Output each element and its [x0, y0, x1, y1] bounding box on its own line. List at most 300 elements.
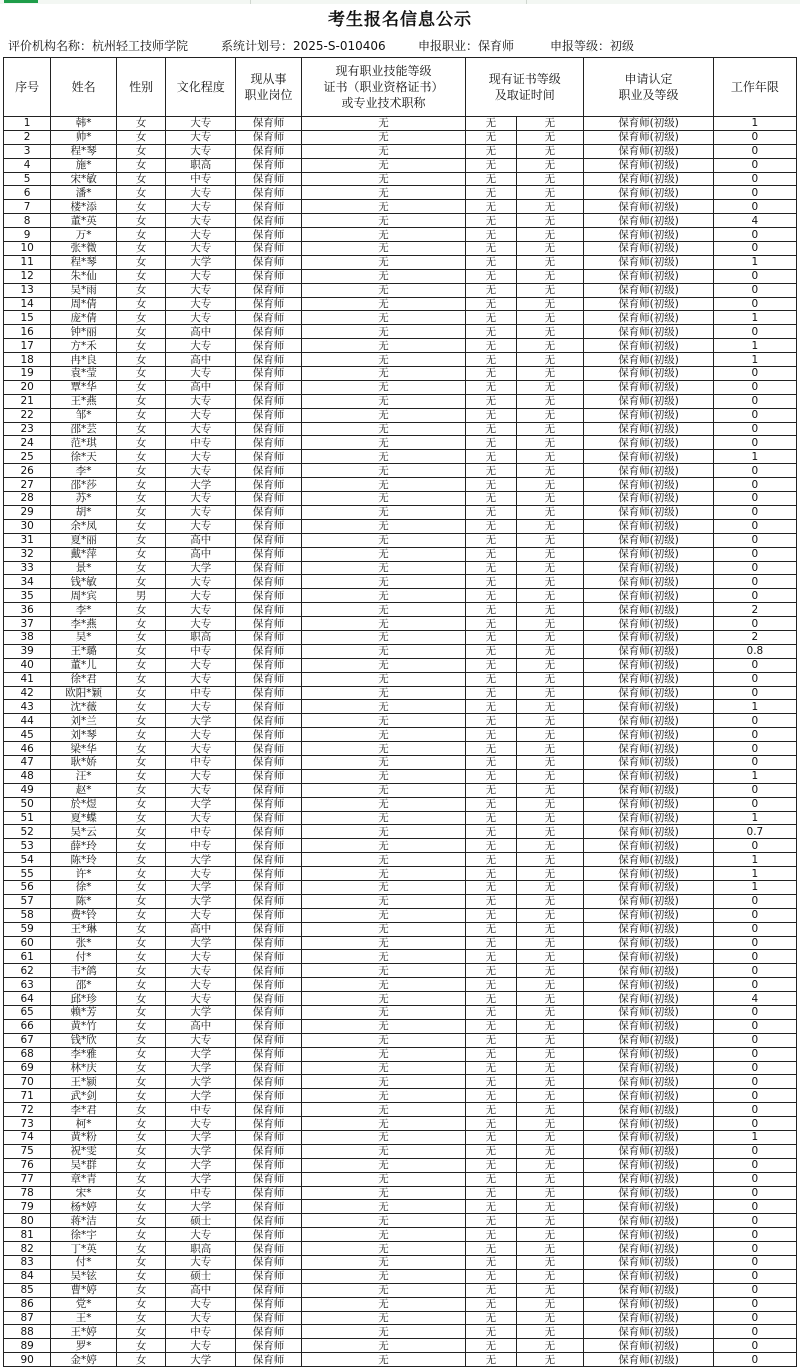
- cell-apply-level: 保育师(初级): [584, 700, 713, 714]
- cell-gender: 女: [116, 1061, 165, 1075]
- cell-gender: 女: [116, 130, 165, 144]
- cell-seq: 12: [4, 269, 51, 283]
- cell-apply-level: 保育师(初级): [584, 464, 713, 478]
- cell-gender: 女: [116, 575, 165, 589]
- cell-skill-cert: 无: [301, 603, 465, 617]
- cell-skill-cert: 无: [301, 158, 465, 172]
- cell-gender: 女: [116, 1200, 165, 1214]
- cell-name: 费*铃: [51, 908, 117, 922]
- cell-work-years: 0: [713, 1117, 796, 1131]
- cell-cert-level: 无: [466, 1242, 516, 1256]
- cell-seq: 8: [4, 214, 51, 228]
- cell-cert-date: 无: [516, 297, 584, 311]
- cell-skill-cert: 无: [301, 394, 465, 408]
- cell-apply-level: 保育师(初级): [584, 1242, 713, 1256]
- cell-skill-cert: 无: [301, 325, 465, 339]
- cell-skill-cert: 无: [301, 728, 465, 742]
- cell-apply-level: 保育师(初级): [584, 1158, 713, 1172]
- org-name: 评价机构名称：杭州轻工技师学院: [8, 39, 189, 53]
- candidate-table: [3, 57, 797, 1367]
- cell-gender: 女: [116, 936, 165, 950]
- cell-apply-level: 保育师(初级): [584, 1297, 713, 1311]
- cell-seq: 5: [4, 172, 51, 186]
- cell-gender: 女: [116, 200, 165, 214]
- table-row: [4, 603, 797, 617]
- cell-post: 保育师: [236, 311, 302, 325]
- table-row: [4, 839, 797, 853]
- cell-work-years: 0: [713, 908, 796, 922]
- cell-cert-level: 无: [466, 1200, 516, 1214]
- cell-seq: 11: [4, 255, 51, 269]
- cell-name: 吴*: [51, 630, 117, 644]
- cell-work-years: 1: [713, 255, 796, 269]
- table-row: [4, 228, 797, 242]
- cell-education: 大学: [166, 1144, 236, 1158]
- cell-gender: 女: [116, 686, 165, 700]
- table-row: [4, 311, 797, 325]
- cell-work-years: 0: [713, 755, 796, 769]
- cell-cert-date: 无: [516, 1256, 584, 1270]
- cell-gender: 男: [116, 589, 165, 603]
- cell-skill-cert: 无: [301, 478, 465, 492]
- cell-name: 董*儿: [51, 658, 117, 672]
- cell-work-years: 2: [713, 603, 796, 617]
- cell-work-years: 0: [713, 1228, 796, 1242]
- cell-cert-level: 无: [466, 908, 516, 922]
- cell-post: 保育师: [236, 1214, 302, 1228]
- cell-cert-date: 无: [516, 269, 584, 283]
- cell-education: 职高: [166, 630, 236, 644]
- cell-work-years: 0: [713, 158, 796, 172]
- table-row: [4, 700, 797, 714]
- cell-gender: 女: [116, 617, 165, 631]
- cell-work-years: 1: [713, 353, 796, 367]
- cell-cert-level: 无: [466, 880, 516, 894]
- cell-work-years: 0: [713, 1311, 796, 1325]
- cell-work-years: 0: [713, 1325, 796, 1339]
- cell-name: 李*君: [51, 1103, 117, 1117]
- cell-gender: 女: [116, 297, 165, 311]
- cell-skill-cert: 无: [301, 367, 465, 381]
- cell-education: 大专: [166, 367, 236, 381]
- cell-post: 保育师: [236, 853, 302, 867]
- cell-seq: 64: [4, 992, 51, 1006]
- cell-apply-level: 保育师(初级): [584, 394, 713, 408]
- table-row: [4, 644, 797, 658]
- cell-seq: 55: [4, 867, 51, 881]
- cell-skill-cert: 无: [301, 1061, 465, 1075]
- cell-skill-cert: 无: [301, 1311, 465, 1325]
- cell-name: 韩*: [51, 117, 117, 131]
- cell-post: 保育师: [236, 1228, 302, 1242]
- cell-seq: 13: [4, 283, 51, 297]
- cell-apply-level: 保育师(初级): [584, 1186, 713, 1200]
- cell-post: 保育师: [236, 978, 302, 992]
- tab-separator: [526, 0, 527, 4]
- cell-education: 高中: [166, 1283, 236, 1297]
- cell-post: 保育师: [236, 1117, 302, 1131]
- table-row: [4, 158, 797, 172]
- cell-cert-level: 无: [466, 1339, 516, 1353]
- cell-work-years: 0: [713, 922, 796, 936]
- cell-education: 大专: [166, 242, 236, 256]
- cell-work-years: 0: [713, 1339, 796, 1353]
- cell-seq: 65: [4, 1006, 51, 1020]
- cell-name: 邹*: [51, 408, 117, 422]
- table-row: [4, 339, 797, 353]
- cell-post: 保育师: [236, 283, 302, 297]
- cell-education: 大学: [166, 1353, 236, 1367]
- cell-cert-level: 无: [466, 867, 516, 881]
- cell-post: 保育师: [236, 450, 302, 464]
- cell-cert-date: 无: [516, 908, 584, 922]
- cell-seq: 53: [4, 839, 51, 853]
- cell-work-years: 0: [713, 728, 796, 742]
- cell-post: 保育师: [236, 325, 302, 339]
- cell-name: 宋*: [51, 1186, 117, 1200]
- cell-cert-level: 无: [466, 978, 516, 992]
- cell-apply-level: 保育师(初级): [584, 575, 713, 589]
- cell-work-years: 0: [713, 1103, 796, 1117]
- table-row: [4, 575, 797, 589]
- cell-post: 保育师: [236, 380, 302, 394]
- cell-skill-cert: 无: [301, 617, 465, 631]
- cell-cert-level: 无: [466, 1061, 516, 1075]
- cell-cert-level: 无: [466, 1228, 516, 1242]
- cell-cert-level: 无: [466, 1047, 516, 1061]
- cell-name: 吴*云: [51, 825, 117, 839]
- cell-post: 保育师: [236, 1172, 302, 1186]
- cell-cert-date: 无: [516, 519, 584, 533]
- cell-cert-level: 无: [466, 700, 516, 714]
- cell-gender: 女: [116, 1089, 165, 1103]
- cell-gender: 女: [116, 1339, 165, 1353]
- cell-work-years: 0: [713, 686, 796, 700]
- cell-apply-level: 保育师(初级): [584, 839, 713, 853]
- cell-apply-level: 保育师(初级): [584, 158, 713, 172]
- cell-apply-level: 保育师(初级): [584, 144, 713, 158]
- table-row: [4, 1311, 797, 1325]
- cell-gender: 女: [116, 783, 165, 797]
- table-row: [4, 783, 797, 797]
- cell-name: 徐*宇: [51, 1228, 117, 1242]
- cell-work-years: 0: [713, 547, 796, 561]
- cell-education: 大专: [166, 978, 236, 992]
- cell-cert-date: 无: [516, 436, 584, 450]
- cell-gender: 女: [116, 367, 165, 381]
- cell-post: 保育师: [236, 686, 302, 700]
- cell-cert-level: 无: [466, 1117, 516, 1131]
- cell-gender: 女: [116, 922, 165, 936]
- cell-post: 保育师: [236, 1075, 302, 1089]
- cell-cert-level: 无: [466, 686, 516, 700]
- cell-apply-level: 保育师(初级): [584, 172, 713, 186]
- cell-name: 邵*: [51, 978, 117, 992]
- cell-education: 硕士: [166, 1269, 236, 1283]
- cell-work-years: 4: [713, 992, 796, 1006]
- cell-name: 施*: [51, 158, 117, 172]
- cell-skill-cert: 无: [301, 464, 465, 478]
- cell-work-years: 0: [713, 436, 796, 450]
- cell-cert-date: 无: [516, 742, 584, 756]
- cell-apply-level: 保育师(初级): [584, 297, 713, 311]
- cell-seq: 37: [4, 617, 51, 631]
- cell-post: 保育师: [236, 269, 302, 283]
- cell-cert-date: 无: [516, 714, 584, 728]
- cell-apply-level: 保育师(初级): [584, 339, 713, 353]
- cell-work-years: 0: [713, 1047, 796, 1061]
- cell-education: 大专: [166, 519, 236, 533]
- cell-education: 大专: [166, 783, 236, 797]
- cell-cert-level: 无: [466, 797, 516, 811]
- cell-gender: 女: [116, 1075, 165, 1089]
- cell-work-years: 0: [713, 200, 796, 214]
- cell-cert-date: 无: [516, 1242, 584, 1256]
- cell-education: 高中: [166, 325, 236, 339]
- cell-post: 保育师: [236, 186, 302, 200]
- table-row: [4, 1158, 797, 1172]
- cell-cert-level: 无: [466, 547, 516, 561]
- cell-name: 陈*: [51, 894, 117, 908]
- cell-education: 中专: [166, 1325, 236, 1339]
- cell-post: 保育师: [236, 436, 302, 450]
- cell-cert-date: 无: [516, 992, 584, 1006]
- cell-post: 保育师: [236, 728, 302, 742]
- cell-seq: 88: [4, 1325, 51, 1339]
- cell-skill-cert: 无: [301, 1047, 465, 1061]
- cell-gender: 女: [116, 644, 165, 658]
- cell-work-years: 0: [713, 464, 796, 478]
- cell-name: 景*: [51, 561, 117, 575]
- cell-gender: 女: [116, 797, 165, 811]
- cell-education: 大学: [166, 1006, 236, 1020]
- cell-name: 李*燕: [51, 617, 117, 631]
- cell-name: 程*琴: [51, 255, 117, 269]
- cell-seq: 44: [4, 714, 51, 728]
- cell-post: 保育师: [236, 1033, 302, 1047]
- cell-education: 大专: [166, 186, 236, 200]
- cell-work-years: 0: [713, 1269, 796, 1283]
- cell-skill-cert: 无: [301, 1019, 465, 1033]
- cell-post: 保育师: [236, 561, 302, 575]
- cell-education: 大专: [166, 228, 236, 242]
- cell-work-years: 0: [713, 561, 796, 575]
- cell-seq: 68: [4, 1047, 51, 1061]
- cell-education: 大专: [166, 658, 236, 672]
- cell-gender: 女: [116, 1242, 165, 1256]
- cell-post: 保育师: [236, 408, 302, 422]
- cell-post: 保育师: [236, 714, 302, 728]
- cell-gender: 女: [116, 353, 165, 367]
- cell-work-years: 0: [713, 742, 796, 756]
- cell-gender: 女: [116, 519, 165, 533]
- cell-work-years: 0: [713, 422, 796, 436]
- cell-education: 大专: [166, 283, 236, 297]
- cell-seq: 87: [4, 1311, 51, 1325]
- cell-name: 夏*丽: [51, 533, 117, 547]
- cell-gender: 女: [116, 853, 165, 867]
- cell-cert-date: 无: [516, 450, 584, 464]
- cell-cert-level: 无: [466, 1006, 516, 1020]
- cell-seq: 15: [4, 311, 51, 325]
- cell-post: 保育师: [236, 783, 302, 797]
- cell-gender: 女: [116, 283, 165, 297]
- cell-cert-level: 无: [466, 1353, 516, 1367]
- table-row: [4, 283, 797, 297]
- table-row: [4, 589, 797, 603]
- table-row: [4, 1033, 797, 1047]
- cell-work-years: 1: [713, 1131, 796, 1145]
- cell-cert-date: 无: [516, 380, 584, 394]
- cell-seq: 17: [4, 339, 51, 353]
- cell-work-years: 0: [713, 672, 796, 686]
- cell-gender: 女: [116, 228, 165, 242]
- cell-cert-date: 无: [516, 1006, 584, 1020]
- cell-education: 大专: [166, 1339, 236, 1353]
- table-row: [4, 1200, 797, 1214]
- cell-seq: 10: [4, 242, 51, 256]
- cell-education: 中专: [166, 755, 236, 769]
- cell-cert-level: 无: [466, 533, 516, 547]
- cell-name: 邵*芸: [51, 422, 117, 436]
- cell-name: 袁*莹: [51, 367, 117, 381]
- cell-education: 大专: [166, 700, 236, 714]
- cell-gender: 女: [116, 1325, 165, 1339]
- cell-skill-cert: 无: [301, 547, 465, 561]
- cell-apply-level: 保育师(初级): [584, 561, 713, 575]
- cell-skill-cert: 无: [301, 186, 465, 200]
- cell-cert-level: 无: [466, 492, 516, 506]
- cell-work-years: 1: [713, 117, 796, 131]
- cell-apply-level: 保育师(初级): [584, 353, 713, 367]
- table-header-row: [4, 58, 797, 117]
- cell-skill-cert: 无: [301, 1200, 465, 1214]
- cell-cert-date: 无: [516, 561, 584, 575]
- cell-gender: 女: [116, 714, 165, 728]
- cell-work-years: 0: [713, 1158, 796, 1172]
- cell-gender: 女: [116, 408, 165, 422]
- cell-cert-level: 无: [466, 1172, 516, 1186]
- cell-name: 张*: [51, 936, 117, 950]
- table-row: [4, 1353, 797, 1367]
- cell-apply-level: 保育师(初级): [584, 922, 713, 936]
- cell-skill-cert: 无: [301, 311, 465, 325]
- table-row: [4, 1325, 797, 1339]
- cell-skill-cert: 无: [301, 894, 465, 908]
- cell-cert-date: 无: [516, 1228, 584, 1242]
- cell-name: 汪*: [51, 769, 117, 783]
- cell-apply-level: 保育师(初级): [584, 1131, 713, 1145]
- cell-name: 潘*: [51, 186, 117, 200]
- table-row: [4, 1172, 797, 1186]
- cell-apply-level: 保育师(初级): [584, 283, 713, 297]
- cell-name: 祝*雯: [51, 1144, 117, 1158]
- cell-post: 保育师: [236, 603, 302, 617]
- cell-skill-cert: 无: [301, 144, 465, 158]
- cell-name: 钱*欣: [51, 1033, 117, 1047]
- cell-skill-cert: 无: [301, 992, 465, 1006]
- cell-skill-cert: 无: [301, 1214, 465, 1228]
- cell-apply-level: 保育师(初级): [584, 742, 713, 756]
- cell-seq: 42: [4, 686, 51, 700]
- cell-post: 保育师: [236, 117, 302, 131]
- cell-work-years: 1: [713, 867, 796, 881]
- cell-education: 大学: [166, 255, 236, 269]
- cell-cert-date: 无: [516, 589, 584, 603]
- table-row: [4, 1061, 797, 1075]
- cell-name: 宋*敏: [51, 172, 117, 186]
- cell-cert-level: 无: [466, 603, 516, 617]
- table-row: [4, 1144, 797, 1158]
- cell-cert-date: 无: [516, 964, 584, 978]
- cell-seq: 59: [4, 922, 51, 936]
- cell-gender: 女: [116, 1186, 165, 1200]
- cell-work-years: 0: [713, 1006, 796, 1020]
- cell-name: 庞*倩: [51, 311, 117, 325]
- cell-apply-level: 保育师(初级): [584, 1269, 713, 1283]
- cell-name: 蒋*洁: [51, 1214, 117, 1228]
- cell-education: 大学: [166, 1047, 236, 1061]
- cell-cert-level: 无: [466, 228, 516, 242]
- cell-apply-level: 保育师(初级): [584, 186, 713, 200]
- cell-cert-date: 无: [516, 339, 584, 353]
- cell-name: 万*: [51, 228, 117, 242]
- cell-cert-level: 无: [466, 1158, 516, 1172]
- cell-post: 保育师: [236, 200, 302, 214]
- cell-post: 保育师: [236, 228, 302, 242]
- cell-apply-level: 保育师(初级): [584, 644, 713, 658]
- cell-apply-level: 保育师(初级): [584, 547, 713, 561]
- cell-gender: 女: [116, 1256, 165, 1270]
- cell-apply-level: 保育师(初级): [584, 686, 713, 700]
- cell-skill-cert: 无: [301, 839, 465, 853]
- cell-cert-date: 无: [516, 1297, 584, 1311]
- cell-seq: 90: [4, 1353, 51, 1367]
- cell-seq: 50: [4, 797, 51, 811]
- cell-cert-date: 无: [516, 575, 584, 589]
- cell-gender: 女: [116, 1158, 165, 1172]
- table-row: [4, 1297, 797, 1311]
- cell-gender: 女: [116, 533, 165, 547]
- cell-name: 程*琴: [51, 144, 117, 158]
- cell-seq: 85: [4, 1283, 51, 1297]
- cell-cert-level: 无: [466, 172, 516, 186]
- cell-education: 大专: [166, 269, 236, 283]
- table-row: [4, 880, 797, 894]
- cell-apply-level: 保育师(初级): [584, 450, 713, 464]
- cell-cert-date: 无: [516, 950, 584, 964]
- cell-education: 大专: [166, 214, 236, 228]
- cell-cert-level: 无: [466, 1144, 516, 1158]
- header-text: 证书（职业资格证书）: [323, 80, 444, 94]
- cell-apply-level: 保育师(初级): [584, 1089, 713, 1103]
- cell-cert-level: 无: [466, 367, 516, 381]
- cell-education: 大学: [166, 797, 236, 811]
- cell-education: 大专: [166, 117, 236, 131]
- cell-education: 大专: [166, 311, 236, 325]
- cell-post: 保育师: [236, 811, 302, 825]
- cell-gender: 女: [116, 394, 165, 408]
- table-row: [4, 1283, 797, 1297]
- cell-cert-level: 无: [466, 283, 516, 297]
- cell-name: 沈*薇: [51, 700, 117, 714]
- table-row: [4, 214, 797, 228]
- cell-name: 戴*萍: [51, 547, 117, 561]
- cell-work-years: 0: [713, 589, 796, 603]
- cell-skill-cert: 无: [301, 811, 465, 825]
- cell-gender: 女: [116, 908, 165, 922]
- cell-cert-level: 无: [466, 672, 516, 686]
